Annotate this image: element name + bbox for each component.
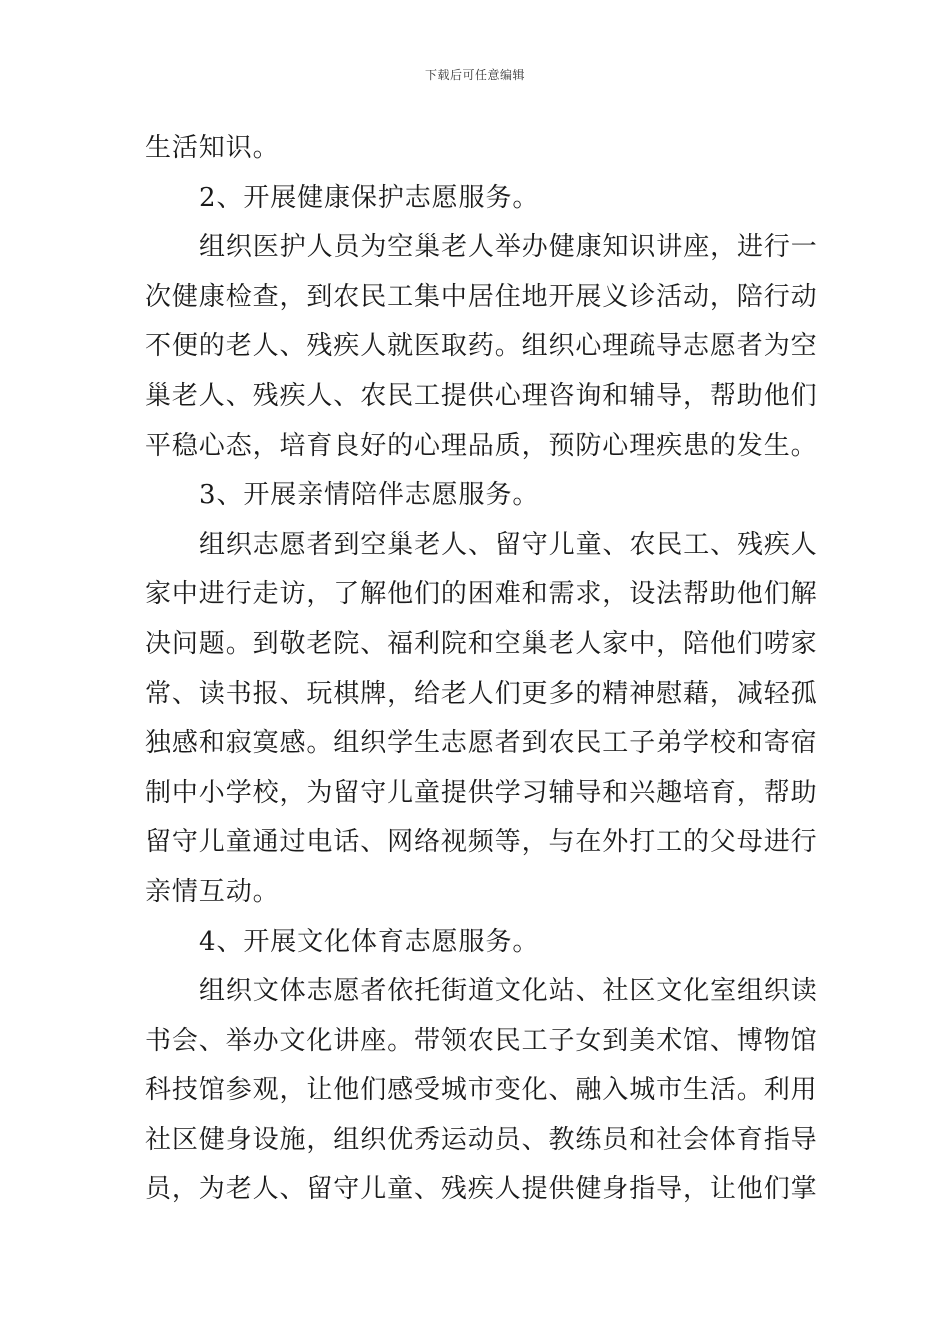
text-line: 留守儿童通过电话、网络视频等，与在外打工的父母进行 [145,827,818,858]
text-line: 社区健身设施，组织优秀运动员、教练员和社会体育指导 [145,1124,818,1155]
text-line: 书会、举办文化讲座。带领农民工子女到美术馆、博物馆 [145,1025,818,1056]
text-line: 独感和寂寞感。组织学生志愿者到农民工子弟学校和寄宿 [145,728,818,759]
text-line: 平稳心态，培育良好的心理品质，预防心理疾患的发生。 [145,430,818,461]
body-text [145,124,818,1215]
text-line: 常、读书报、玩棋牌，给老人们更多的精神慰藉，减轻孤 [145,678,818,709]
text-line: 不便的老人、残疾人就医取药。组织心理疏导志愿者为空 [145,331,818,362]
section-heading: 2、开展健康保护志愿服务。 [199,182,540,213]
section-heading: 4、开展文化体育志愿服务。 [199,926,540,957]
text-line: 员，为老人、留守儿童、残疾人提供健身指导，让他们掌 [145,1174,818,1205]
text-line: 组织医护人员为空巢老人举办健康知识讲座，进行一 [199,232,818,263]
text-line: 巢老人、残疾人、农民工提供心理咨询和辅导，帮助他们 [145,380,818,411]
text-line: 次健康检查，到农民工集中居住地开展义诊活动，陪行动 [145,281,818,312]
text-line: 组织文体志愿者依托街道文化站、社区文化室组织读 [199,976,818,1007]
text-line: 组织志愿者到空巢老人、留守儿童、农民工、残疾人 [199,529,818,560]
text-line: 生活知识。 [145,133,280,163]
text-line: 科技馆参观，让他们感受城市变化、融入城市生活。利用 [145,1075,818,1106]
page-header: 下载后可任意编辑 [424,68,525,82]
text-line: 制中小学校，为留守儿童提供学习辅导和兴趣培育，帮助 [145,777,818,808]
section-heading: 3、开展亲情陪伴志愿服务。 [199,480,540,511]
text-line: 亲情互动。 [145,876,280,907]
text-line: 决问题。到敬老院、福利院和空巢老人家中，陪他们唠家 [145,628,818,659]
text-line: 家中进行走访，了解他们的困难和需求，设法帮助他们解 [145,579,818,610]
